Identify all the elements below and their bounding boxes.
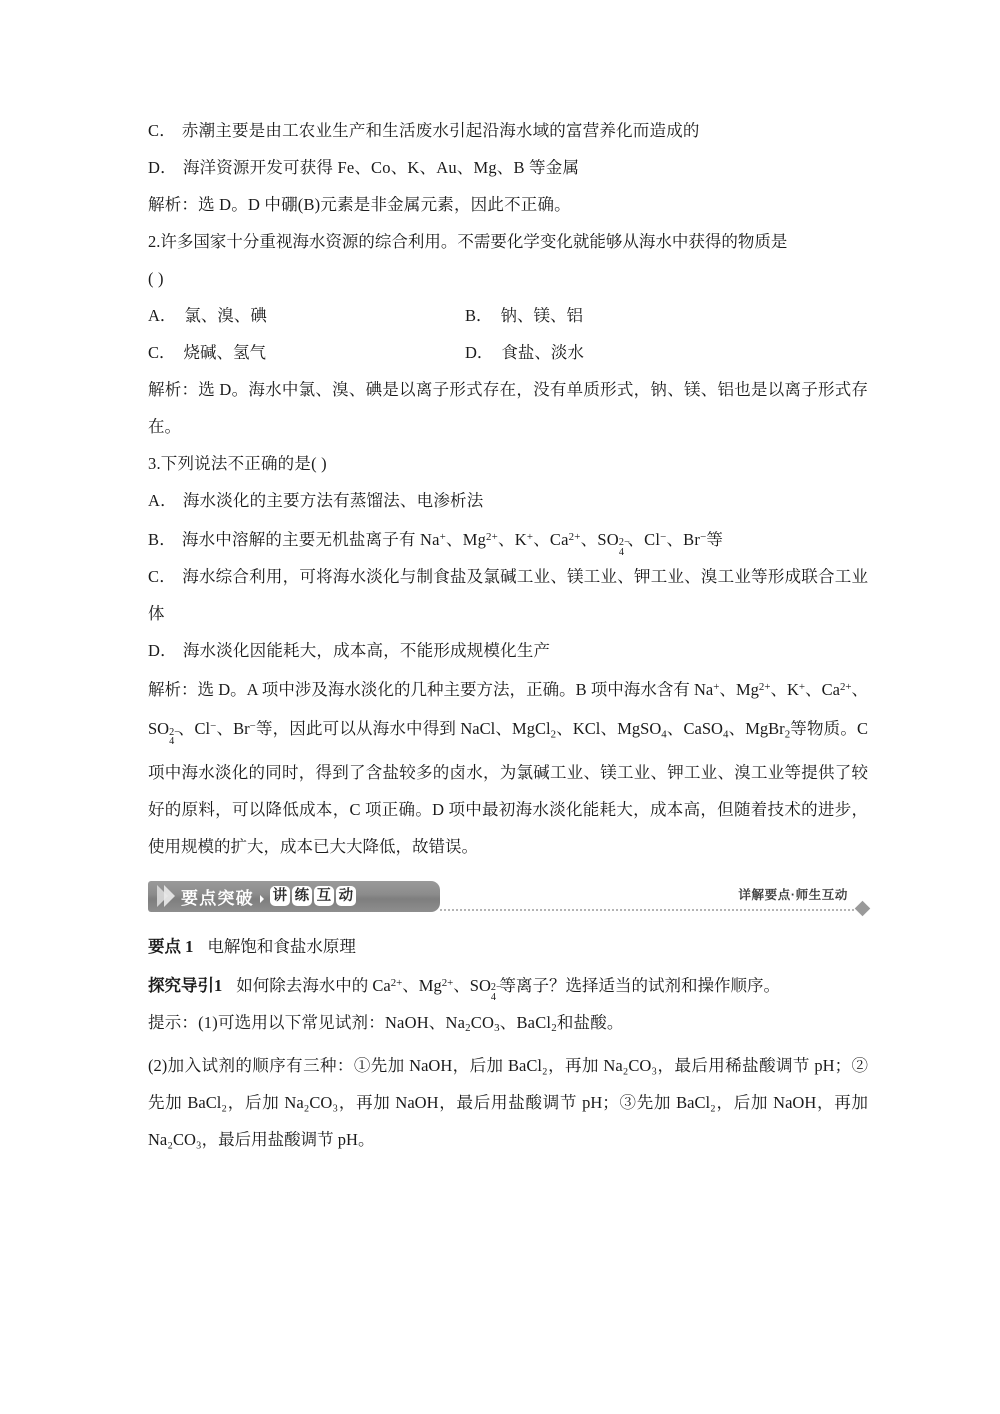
question1-option-c bbox=[148, 112, 868, 149]
ion-separator: 、 bbox=[216, 719, 234, 739]
ion-separator: 、 bbox=[533, 530, 550, 550]
question3-option-b bbox=[148, 519, 868, 558]
ion-charge: 2+ bbox=[486, 531, 499, 543]
ion-base: Ca bbox=[549, 530, 569, 550]
ion-base: Br bbox=[233, 719, 250, 739]
guide-text-tail: 等离子？选择适当的试剂和操作顺序。 bbox=[499, 975, 780, 995]
option-text: 海水淡化的主要方法有蒸馏法、电渗析法 bbox=[182, 491, 484, 510]
ion-base: K bbox=[787, 680, 799, 700]
question3-option-a bbox=[148, 482, 868, 519]
option-label: C． bbox=[148, 121, 176, 140]
guide-line bbox=[148, 965, 868, 1004]
ion-separator: 、 bbox=[805, 680, 822, 700]
ion-charge: 2+ bbox=[390, 976, 403, 989]
question2-explanation: 解析：选 D。海水中氯、溴、碘是以离子形式存在，没有单质形式，钠、镁、铝也是以离子形式存在。 bbox=[148, 380, 868, 436]
option-label: A． bbox=[148, 306, 177, 325]
key-point-label: 要点 1 bbox=[148, 936, 194, 956]
sulfate-charge-stack bbox=[490, 974, 502, 1003]
question2-options-row-2 bbox=[148, 334, 868, 371]
formula-subscript: 4 bbox=[661, 728, 667, 741]
question2-option-d bbox=[465, 334, 584, 371]
hint-text: CO bbox=[470, 1012, 495, 1032]
banner-boxed-chars bbox=[270, 886, 356, 906]
ion-charge: 2+ bbox=[758, 681, 771, 694]
hint-text: 和盐酸。 bbox=[556, 1012, 624, 1032]
option-label: D． bbox=[148, 158, 177, 177]
ion-base: Ca bbox=[821, 680, 840, 700]
ion-base: Br bbox=[683, 530, 701, 550]
question2-options-row-1 bbox=[148, 297, 868, 334]
ion-charge: 2+ bbox=[568, 531, 581, 543]
banner-plate bbox=[148, 881, 440, 912]
ion-separator: 、 bbox=[719, 680, 736, 700]
banner-dotted-rule bbox=[440, 909, 854, 911]
boxed-char: 动 bbox=[336, 886, 356, 906]
ion-separator: 、 bbox=[666, 530, 684, 550]
formula-subscript: 2 bbox=[784, 728, 791, 741]
option-text: 海洋资源开发可获得 Fe、Co、K、Au、Mg、B 等金属 bbox=[182, 158, 580, 177]
banner-right-label: 详解要点·师生互动 bbox=[738, 887, 848, 902]
option-text: 海水中溶解的主要无机盐离子有 Na bbox=[181, 530, 440, 550]
ion-charge: 2− bbox=[490, 982, 502, 994]
formula-subscript: 3 bbox=[494, 1021, 500, 1034]
hint-text: 、BaCl bbox=[499, 1012, 552, 1032]
boxed-char: 练 bbox=[292, 886, 312, 906]
question2-option-a bbox=[148, 297, 267, 334]
ion-base: SO bbox=[148, 719, 170, 739]
double-chevron-icon bbox=[157, 885, 171, 907]
ion-charge: − bbox=[249, 720, 256, 733]
option-text: 海水淡化因能耗大，成本高，不能形成规模化生产 bbox=[182, 641, 551, 661]
explanation-part-2: 等，因此可以从海水中得到 NaCl、MgCl bbox=[255, 719, 551, 739]
ion-charge: 2+ bbox=[441, 976, 454, 989]
ion-separator: 、 bbox=[177, 719, 195, 739]
question3-option-c bbox=[148, 558, 868, 632]
ion-separator: 、 bbox=[851, 680, 869, 700]
key-point-heading bbox=[148, 929, 868, 965]
ion-base: Mg bbox=[418, 975, 442, 995]
question3-option-d bbox=[148, 632, 868, 669]
explanation-part-4: 、CaSO bbox=[666, 719, 723, 739]
option-label: A． bbox=[148, 491, 177, 510]
explanation-part-6: 等物质。C 项中海水淡化的同时，得到了含盐较多的卤水，为氯碱工业、镁工业、钾工业、溴工业等提供了较好的原料，可以降低成本，C 项正确。D 项中最初海水淡化能耗大，成本高，但随着技术的进步，使用规模的扩大，成本已大大降低，故错误。 bbox=[148, 719, 869, 856]
option-text: 海水综合利用，可将海水淡化与制食盐及氯碱工业、镁工业、钾工业、溴工业等形成联合工业体 bbox=[148, 567, 869, 624]
sulfate-charge-stack bbox=[169, 718, 180, 748]
boxed-char: 讲 bbox=[270, 886, 290, 906]
ion-charge: 2− bbox=[618, 537, 631, 549]
guide-text: 如何除去海水中的 Ca bbox=[236, 975, 391, 995]
question2-answer-blank: ( ) bbox=[148, 269, 164, 288]
question1-option-d bbox=[148, 149, 868, 186]
sulfate-charge-stack bbox=[618, 529, 631, 558]
diamond-icon bbox=[855, 900, 871, 916]
triangle-separator-icon bbox=[260, 895, 264, 903]
ion-separator: 、 bbox=[580, 530, 598, 550]
option-text: 赤潮主要是由工农业生产和生活废水引起沿海水域的富营养化而造成的 bbox=[181, 121, 700, 140]
guide-label: 探究导引1 bbox=[148, 975, 223, 995]
formula-subscript: 4 bbox=[722, 728, 729, 741]
question3-explanation bbox=[148, 669, 868, 864]
option-text: 食盐、淡水 bbox=[501, 343, 584, 362]
ion-base: Mg bbox=[735, 680, 759, 700]
option-label: C． bbox=[148, 567, 176, 587]
question3-stem: 3.下列说法不正确的是( ) bbox=[148, 454, 327, 473]
ion-charge: − bbox=[700, 531, 707, 543]
key-point-title: 电解饱和食盐水原理 bbox=[207, 936, 356, 956]
ion-separator: 、 bbox=[498, 530, 515, 550]
ion-base: K bbox=[514, 530, 527, 550]
hint-line-1 bbox=[148, 1004, 868, 1047]
ion-charge: + bbox=[713, 681, 720, 694]
section-banner bbox=[148, 879, 868, 925]
ion-charge: − bbox=[210, 720, 217, 733]
ion-base: Mg bbox=[462, 530, 487, 550]
ion-charge: − bbox=[660, 531, 667, 543]
ion-base: SO bbox=[469, 975, 491, 995]
explanation-part-3: 、KCl、MgSO bbox=[556, 719, 662, 739]
banner-title: 要点突破 bbox=[181, 888, 254, 908]
option-label: D． bbox=[148, 641, 177, 661]
option-text: 烧碱、氢气 bbox=[183, 343, 267, 362]
option-label: B． bbox=[148, 530, 176, 550]
question2-option-c bbox=[148, 334, 266, 371]
formula-subscript: 2 bbox=[550, 728, 557, 741]
option-tail: 等 bbox=[706, 530, 724, 550]
ion-separator: 、 bbox=[446, 530, 463, 550]
ion-separator: 、 bbox=[453, 975, 470, 995]
ion-subscript: 4 bbox=[169, 736, 175, 748]
ion-subscript: 4 bbox=[490, 991, 496, 1003]
formula-subscript: 2 bbox=[465, 1021, 471, 1034]
explanation-part-5: 、MgBr bbox=[728, 719, 785, 739]
ion-separator: 、 bbox=[770, 680, 787, 700]
document-page bbox=[148, 112, 868, 1158]
ion-separator: 、 bbox=[402, 975, 419, 995]
ion-base: Cl bbox=[644, 530, 661, 550]
formula-subscript: 2 bbox=[551, 1021, 557, 1034]
question2-stem: 2.许多国家十分重视海水资源的综合利用。不需要化学变化就能够从海水中获得的物质是 bbox=[148, 232, 788, 251]
ion-charge: + bbox=[798, 681, 806, 694]
question1-explanation: 解析：选 D。D 中硼(B)元素是非金属元素，因此不正确。 bbox=[148, 195, 571, 214]
option-label: B． bbox=[465, 306, 493, 325]
ion-charge: + bbox=[526, 531, 534, 543]
question2-option-b bbox=[465, 297, 583, 334]
ion-subscript: 4 bbox=[618, 546, 625, 558]
hint-line-2: (2)加入试剂的顺序有三种：①先加 NaOH，后加 BaCl₂，再加 Na₂CO₃，最后用稀盐酸调节 pH；②先加 BaCl₂，后加 Na₂CO₃，再加 NaOH，最后用盐酸调节 pH；③先加 BaCl₂，后加 NaOH，再加 Na₂CO₃，最后用盐酸调节 pH。 bbox=[148, 1055, 868, 1149]
boxed-char: 互 bbox=[314, 886, 334, 906]
option-text: 氯、溴、碘 bbox=[184, 306, 267, 325]
hint-text: 提示：(1)可选用以下常见试剂：NaOH、Na bbox=[148, 1012, 466, 1032]
option-text: 钠、镁、铝 bbox=[500, 306, 584, 325]
ion-charge: 2− bbox=[169, 726, 180, 738]
option-label: D． bbox=[465, 343, 494, 362]
ion-charge: + bbox=[439, 531, 447, 543]
ion-base: SO bbox=[597, 530, 619, 550]
ion-base: Cl bbox=[194, 719, 211, 739]
ion-charge: 2+ bbox=[839, 681, 852, 694]
ion-separator: 、 bbox=[627, 530, 645, 550]
option-label: C． bbox=[148, 343, 176, 362]
explanation-part-1: 解析：选 D。A 项中涉及海水淡化的几种主要方法，正确。B 项中海水含有 Na bbox=[148, 680, 714, 700]
